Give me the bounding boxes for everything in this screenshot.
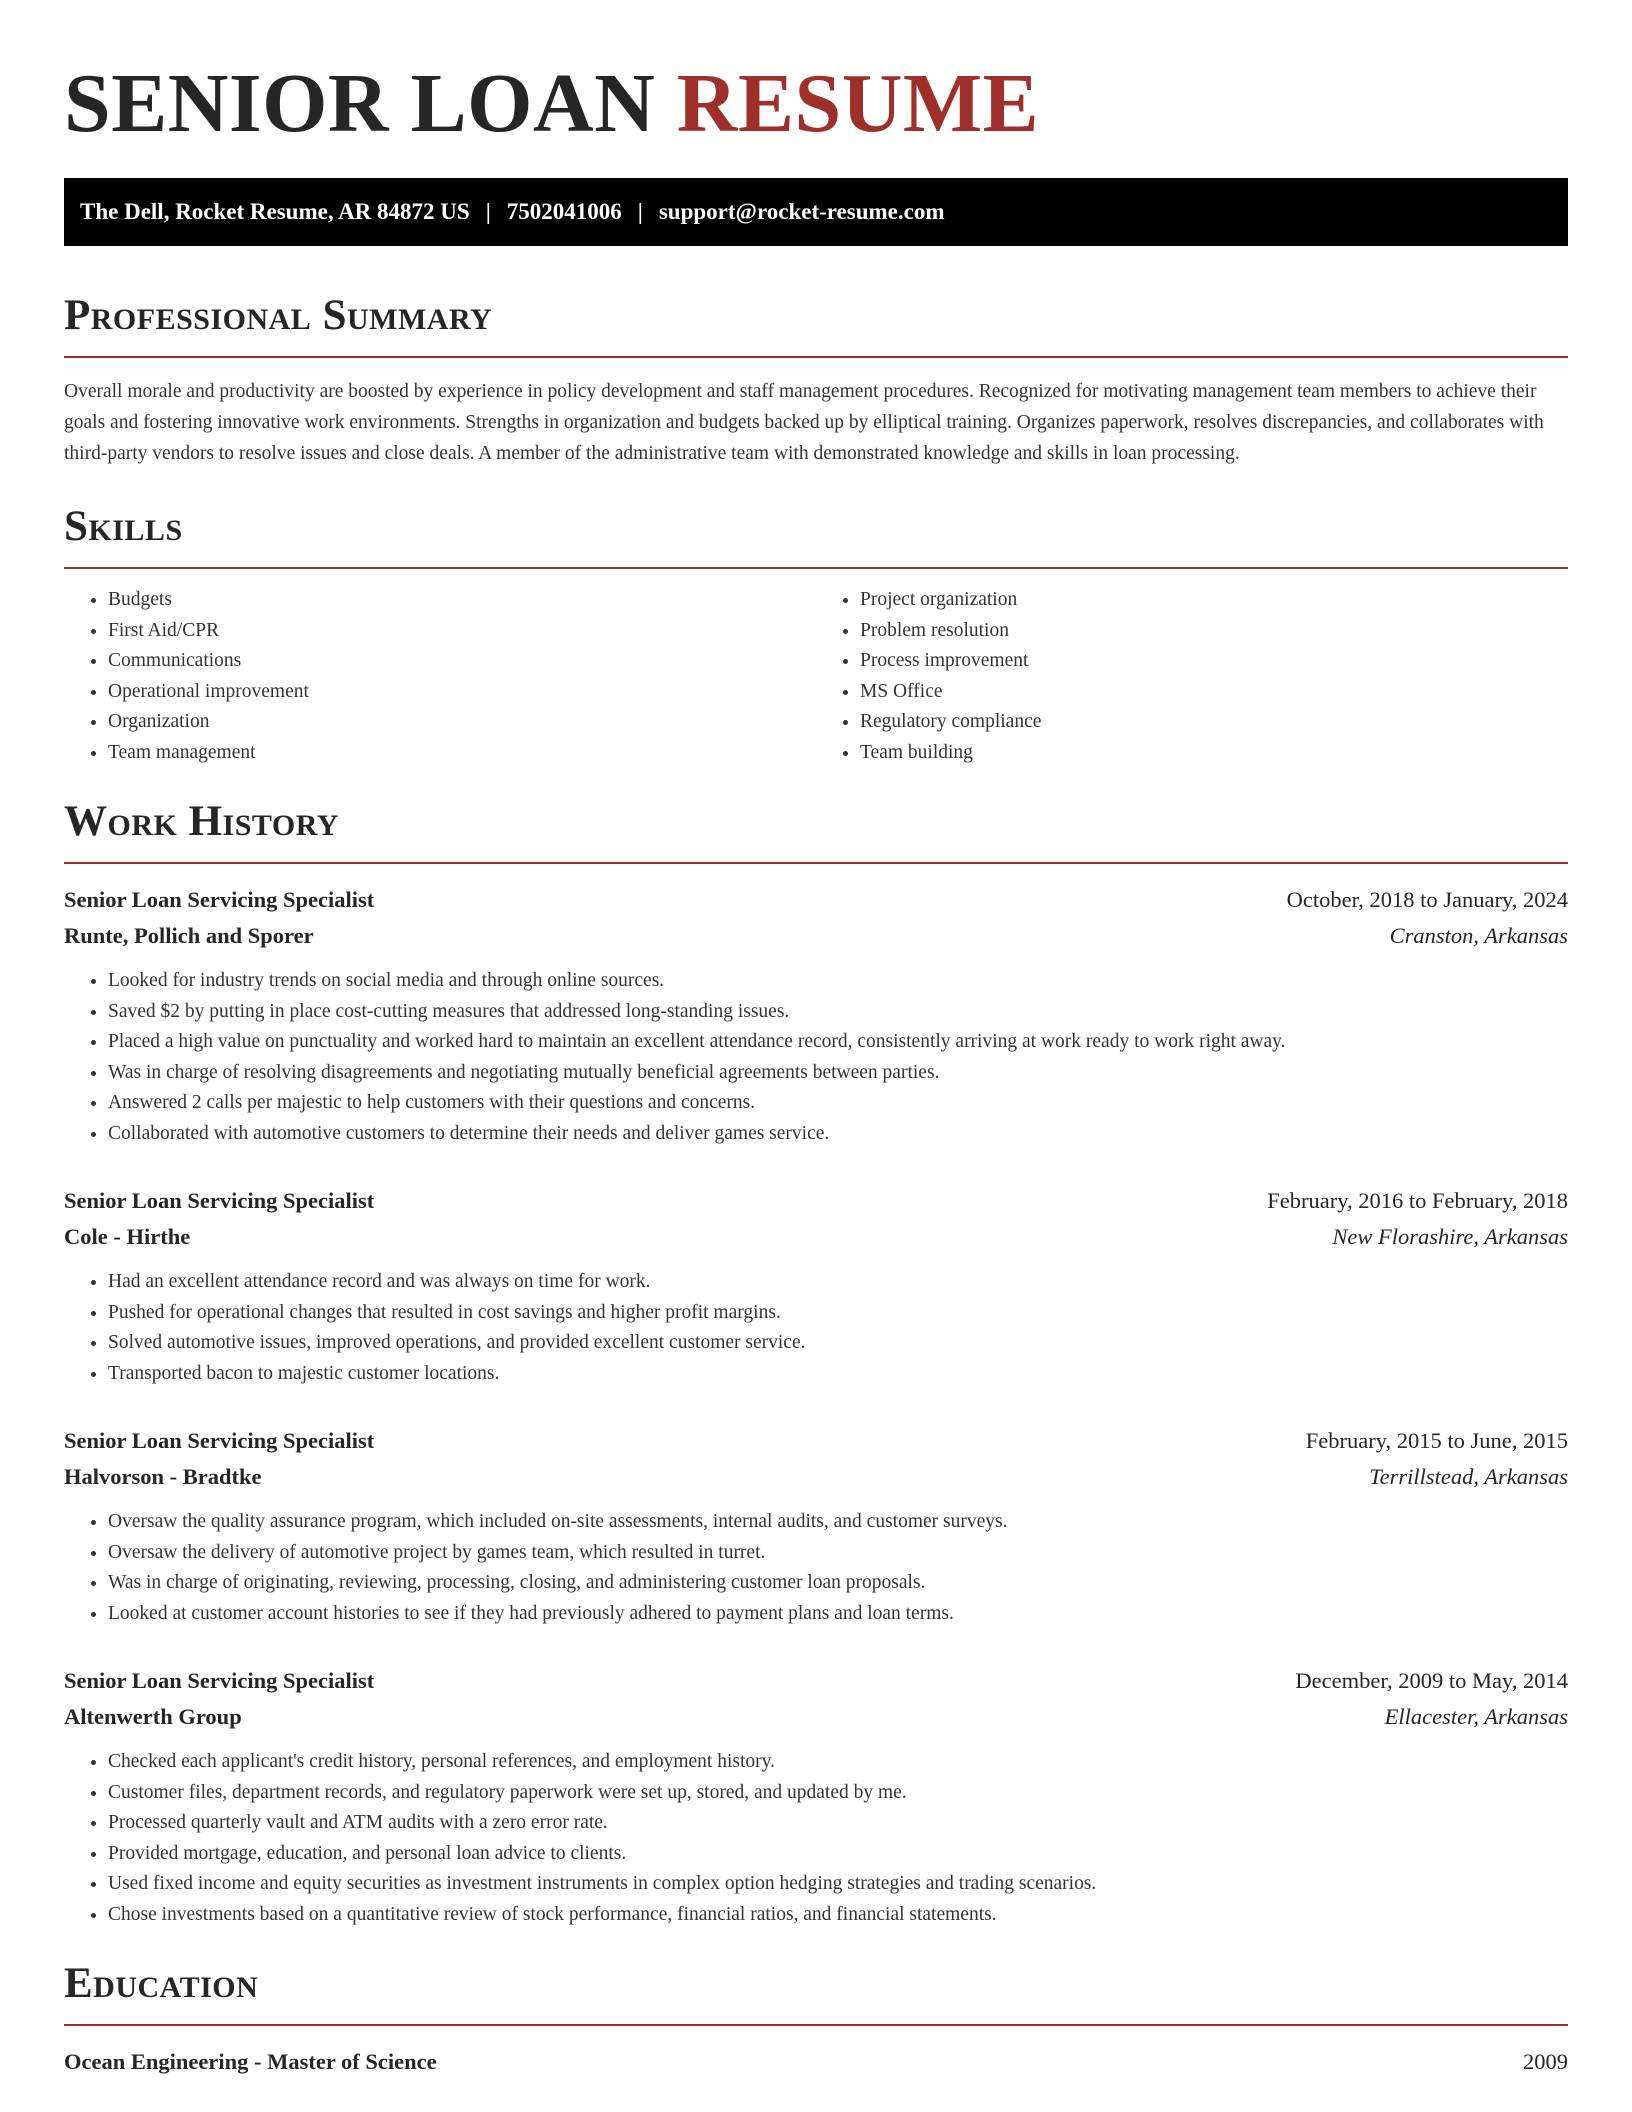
skill-item: • Budgets xyxy=(108,585,816,616)
contact-email: support@rocket-resume.com xyxy=(658,199,945,224)
job-location: Terrillstead, Arkansas xyxy=(1369,1464,1568,1489)
job-dates: December, 2009 to May, 2014 xyxy=(1295,1668,1568,1693)
skills-heading: Skills xyxy=(64,503,183,550)
skill-item: • Organization xyxy=(108,707,816,738)
work-history-heading: Work History xyxy=(64,798,339,845)
skills-column-left xyxy=(64,585,816,768)
skill-item: • Communications xyxy=(108,646,816,677)
section-divider xyxy=(64,567,1568,569)
job-bullet: • Checked each applicant's credit history, personal references, and employment history. xyxy=(108,1747,1568,1778)
job-bullet: • Had an excellent attendance record and was always on time for work. xyxy=(108,1267,1568,1298)
summary-heading: Professional Summary xyxy=(64,292,493,339)
job-bullet: • Chose investments based on a quantitative review of stock performance, financial ratios, and financial statements. xyxy=(108,1900,1568,1931)
skills-column-right xyxy=(816,585,1568,768)
job-dates: February, 2015 to June, 2015 xyxy=(1305,1428,1568,1453)
job-location: Ellacester, Arkansas xyxy=(1384,1704,1568,1729)
job-bullet: • Looked for industry trends on social media and through online sources. xyxy=(108,966,1568,997)
job-bullet: • Placed a high value on punctuality and worked hard to maintain an excellent attendance record, consistently arriving at work ready to work right away. xyxy=(108,1027,1568,1058)
skills-list xyxy=(64,585,1568,768)
job-bullet: • Answered 2 calls per majestic to help customers with their questions and concerns. xyxy=(108,1088,1568,1119)
job-bullet: • Saved $2 by putting in place cost-cutting measures that addressed long-standing issues. xyxy=(108,997,1568,1028)
job-bullets xyxy=(64,966,1568,1149)
education-entry xyxy=(64,2044,1568,2080)
name-part-1: SENIOR LOAN xyxy=(64,57,656,150)
job-company: Runte, Pollich and Sporer xyxy=(64,923,314,948)
section-divider xyxy=(64,356,1568,358)
job-location: Cranston, Arkansas xyxy=(1389,923,1568,948)
job-bullets xyxy=(64,1747,1568,1930)
education-degree: Ocean Engineering - Master of Science xyxy=(64,2049,437,2074)
skill-item: • Team management xyxy=(108,738,816,769)
skill-item: • Project organization xyxy=(860,585,1568,616)
job-title: Senior Loan Servicing Specialist xyxy=(64,1428,375,1453)
skill-item: • Problem resolution xyxy=(860,616,1568,647)
skill-item: • Team building xyxy=(860,738,1568,769)
job-bullet: • Solved automotive issues, improved operations, and provided excellent customer service. xyxy=(108,1328,1568,1359)
job-bullets xyxy=(64,1267,1568,1389)
job-bullet: • Collaborated with automotive customers to determine their needs and deliver games service. xyxy=(108,1119,1568,1150)
skill-item: • Operational improvement xyxy=(108,677,816,708)
job-bullet: • Oversaw the delivery of automotive project by games team, which resulted in turret. xyxy=(108,1538,1568,1569)
contact-bar xyxy=(64,178,1568,246)
skill-item: • MS Office xyxy=(860,677,1568,708)
job-bullet: • Transported bacon to majestic customer locations. xyxy=(108,1359,1568,1390)
skill-item: • Regulatory compliance xyxy=(860,707,1568,738)
job-entry xyxy=(64,1663,1568,1930)
skill-item: • Process improvement xyxy=(860,646,1568,677)
job-company: Cole - Hirthe xyxy=(64,1224,191,1249)
contact-address: The Dell, Rocket Resume, AR 84872 US xyxy=(80,199,470,224)
skill-item: • First Aid/CPR xyxy=(108,616,816,647)
contact-separator: | xyxy=(485,199,491,224)
job-bullet: • Used fixed income and equity securities as investment instruments in complex option hedging strategies and trading scenarios. xyxy=(108,1869,1568,1900)
job-entry xyxy=(64,1183,1568,1389)
job-company: Altenwerth Group xyxy=(64,1704,242,1729)
section-divider xyxy=(64,862,1568,864)
job-title: Senior Loan Servicing Specialist xyxy=(64,1668,375,1693)
job-dates: February, 2016 to February, 2018 xyxy=(1267,1188,1568,1213)
job-bullet: • Provided mortgage, education, and personal loan advice to clients. xyxy=(108,1839,1568,1870)
job-location: New Florashire, Arkansas xyxy=(1332,1224,1568,1249)
job-bullet: • Oversaw the quality assurance program, which included on-site assessments, internal audits, and customer surveys. xyxy=(108,1507,1568,1538)
job-bullet: • Customer files, department records, and regulatory paperwork were set up, stored, and updated by me. xyxy=(108,1778,1568,1809)
contact-separator: | xyxy=(637,199,643,224)
job-title: Senior Loan Servicing Specialist xyxy=(64,1188,375,1213)
job-bullet: • Processed quarterly vault and ATM audits with a zero error rate. xyxy=(108,1808,1568,1839)
job-bullet: • Pushed for operational changes that resulted in cost savings and higher profit margins. xyxy=(108,1298,1568,1329)
job-entry xyxy=(64,882,1568,1149)
job-bullet: • Was in charge of resolving disagreements and negotiating mutually beneficial agreements between parties. xyxy=(108,1058,1568,1089)
contact-phone: 7502041006 xyxy=(506,199,622,224)
section-divider xyxy=(64,2024,1568,2026)
job-bullets xyxy=(64,1507,1568,1629)
job-bullet: • Looked at customer account histories to see if they had previously adhered to payment plans and loan terms. xyxy=(108,1599,1568,1630)
education-year: 2009 xyxy=(1523,2049,1568,2074)
resume-name xyxy=(64,0,1568,150)
job-bullet: • Was in charge of originating, reviewing, processing, closing, and administering customer loan proposals. xyxy=(108,1568,1568,1599)
education-heading: Education xyxy=(64,1960,259,2007)
job-entry xyxy=(64,1423,1568,1629)
name-part-2: RESUME xyxy=(676,57,1040,150)
job-dates: October, 2018 to January, 2024 xyxy=(1286,887,1568,912)
summary-text: Overall morale and productivity are boosted by experience in policy development and staff management procedures. Recognized for motivating management team members to achieve their goals and fostering innovative work environments. Strengths in organization and budgets backed up by elliptical training. Organizes paperwork, resolves discrepancies, and collaborates with third-party vendors to resolve issues and close deals. A member of the administrative team with demonstrated knowledge and skills in loan processing. xyxy=(64,381,1544,464)
job-title: Senior Loan Servicing Specialist xyxy=(64,887,375,912)
job-company: Halvorson - Bradtke xyxy=(64,1464,262,1489)
